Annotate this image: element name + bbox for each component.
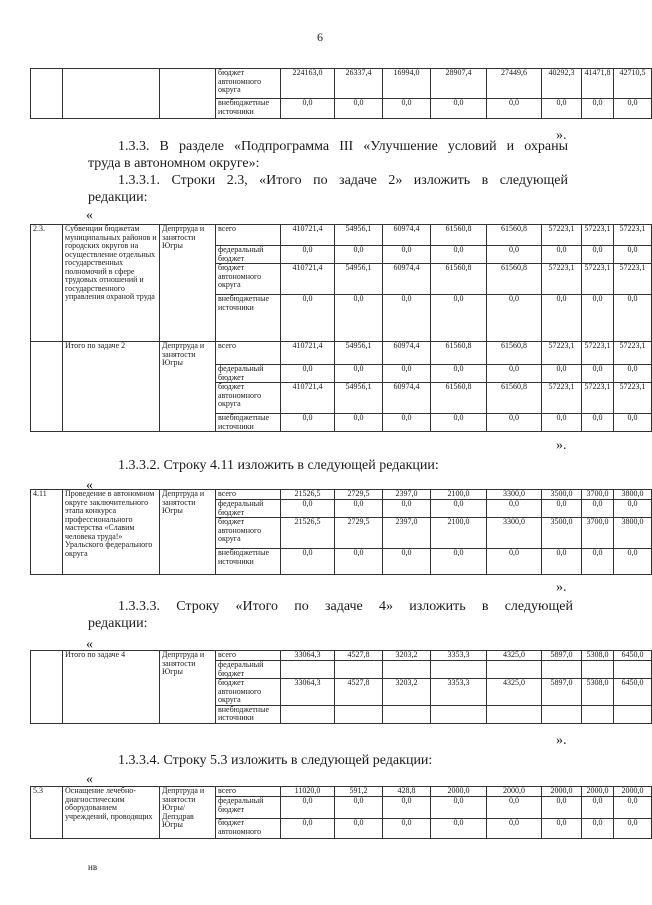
amount-cell: 5308,0 (582, 679, 614, 706)
amount-cell: 410721,4 (281, 342, 335, 365)
amount-cell: 0,0 (582, 797, 614, 819)
amount-cell: 0,0 (582, 365, 614, 383)
amount-cell: 54956,1 (335, 225, 383, 246)
amount-cell: 0,0 (335, 414, 383, 432)
amount-cell: 54956,1 (335, 342, 383, 365)
amount-cell: 0,0 (487, 549, 542, 575)
amount-cell: 0,0 (281, 797, 335, 819)
amount-cell: 60974,4 (383, 383, 431, 414)
amount-cell: 2000,0 (431, 787, 487, 797)
amount-cell: 0,0 (614, 819, 652, 839)
amount-cell: 0,0 (487, 500, 542, 518)
amount-cell: 3500,0 (542, 490, 582, 500)
amount-cell: 42710,5 (614, 69, 652, 99)
amount-cell: 2000,0 (487, 787, 542, 797)
activity-name-cell: Оснащение лечебно-диагностическим оборудованием учреждений, проводящих (63, 787, 160, 839)
amount-cell: 60974,4 (383, 264, 431, 295)
amount-cell: 0,0 (335, 819, 383, 839)
funding-table-t4 (30, 786, 652, 839)
amount-cell: 0,0 (614, 797, 652, 819)
amount-cell (582, 661, 614, 679)
amount-cell: 0,0 (383, 365, 431, 383)
amount-cell: 0,0 (582, 414, 614, 432)
paragraph-line: редакции: (88, 616, 148, 631)
funding-source-cell: внебюджетные источники (216, 414, 281, 432)
amount-cell (281, 661, 335, 679)
amount-cell: 0,0 (281, 414, 335, 432)
amount-cell: 61560,8 (431, 225, 487, 246)
amount-cell: 57223,1 (582, 225, 614, 246)
amount-cell: 3800,0 (614, 518, 652, 549)
amount-cell: 33064,3 (281, 679, 335, 706)
amount-cell: 591,2 (335, 787, 383, 797)
funding-source-cell: федеральный бюджет (216, 500, 281, 518)
funding-source-cell: бюджет автономного округа (216, 69, 281, 99)
table-row (31, 651, 652, 661)
amount-cell: 57223,1 (582, 383, 614, 414)
closing-quote: ». (556, 580, 567, 595)
amount-cell: 2100,0 (431, 518, 487, 549)
amount-cell: 0,0 (281, 365, 335, 383)
funding-source-cell: федеральный бюджет (216, 797, 281, 819)
row-number-cell (31, 651, 63, 724)
opening-quote: « (86, 478, 93, 493)
amount-cell: 0,0 (487, 99, 542, 119)
activity-name-cell: Итого по задаче 2 (63, 342, 160, 432)
amount-cell: 60974,4 (383, 225, 431, 246)
amount-cell: 0,0 (542, 246, 582, 264)
amount-cell (335, 661, 383, 679)
amount-cell: 410721,4 (281, 383, 335, 414)
amount-cell: 61560,8 (487, 225, 542, 246)
amount-cell: 0,0 (431, 246, 487, 264)
funding-table-t3 (30, 650, 652, 724)
amount-cell: 57223,1 (614, 383, 652, 414)
amount-cell: 33064,3 (281, 651, 335, 661)
amount-cell: 0,0 (383, 549, 431, 575)
amount-cell: 28907,4 (431, 69, 487, 99)
amount-cell: 57223,1 (582, 342, 614, 365)
funding-table-t2 (30, 489, 652, 575)
closing-quote: ». (556, 128, 567, 143)
amount-cell (614, 705, 652, 723)
amount-cell: 0,0 (335, 500, 383, 518)
amount-cell: 410721,4 (281, 225, 335, 246)
closing-quote: ». (556, 733, 567, 748)
amount-cell: 5308,0 (582, 651, 614, 661)
row-number-cell: 2.3. (31, 225, 63, 342)
amount-cell: 0,0 (542, 295, 582, 342)
footer-initials: нв (88, 862, 98, 872)
amount-cell (487, 661, 542, 679)
amount-cell: 0,0 (487, 797, 542, 819)
amount-cell: 2397,0 (383, 490, 431, 500)
table-row (31, 787, 652, 797)
amount-cell: 0,0 (281, 819, 335, 839)
amount-cell: 0,0 (281, 295, 335, 342)
opening-quote: « (86, 208, 93, 223)
amount-cell: 61560,8 (431, 264, 487, 295)
amount-cell: 0,0 (487, 414, 542, 432)
amount-cell: 2397,0 (383, 518, 431, 549)
amount-cell: 57223,1 (582, 264, 614, 295)
amount-cell: 0,0 (431, 414, 487, 432)
amount-cell: 5897,0 (542, 679, 582, 706)
amount-cell: 5897,0 (542, 651, 582, 661)
amount-cell: 54956,1 (335, 383, 383, 414)
funding-source-cell: бюджет автономного округа (216, 383, 281, 414)
table-row (31, 490, 652, 500)
closing-quote: ». (556, 438, 567, 453)
amount-cell: 61560,8 (487, 264, 542, 295)
amount-cell: 0,0 (431, 365, 487, 383)
amount-cell: 57223,1 (614, 225, 652, 246)
amount-cell: 0,0 (383, 99, 431, 119)
amount-cell: 0,0 (281, 500, 335, 518)
funding-source-cell: федеральный бюджет (216, 246, 281, 264)
amount-cell: 4325,0 (487, 651, 542, 661)
amount-cell: 0,0 (335, 99, 383, 119)
funding-source-cell: бюджет автономного округа (216, 264, 281, 295)
amount-cell (582, 705, 614, 723)
amount-cell: 0,0 (582, 99, 614, 119)
amount-cell: 4527,8 (335, 679, 383, 706)
amount-cell: 0,0 (335, 295, 383, 342)
amount-cell (281, 705, 335, 723)
activity-name-cell: Проведение в автономном округе заключительного этапа конкурса профессионального мастерства «Славим человека труда!» Уральского федерального округа (63, 490, 160, 575)
amount-cell: 0,0 (383, 246, 431, 264)
amount-cell: 60974,4 (383, 342, 431, 365)
amount-cell (335, 705, 383, 723)
amount-cell: 6450,0 (614, 651, 652, 661)
amount-cell: 0,0 (383, 295, 431, 342)
amount-cell: 0,0 (335, 246, 383, 264)
amount-cell: 3700,0 (582, 518, 614, 549)
responsible-cell: Депртруда и занятости Югры (160, 490, 216, 575)
row-number-cell (31, 342, 63, 432)
amount-cell: 0,0 (542, 819, 582, 839)
row-number-cell: 5.3 (31, 787, 63, 839)
amount-cell: 40292,3 (542, 69, 582, 99)
funding-source-cell: бюджет автономного округа (216, 518, 281, 549)
amount-cell: 0,0 (281, 246, 335, 264)
amount-cell: 0,0 (335, 797, 383, 819)
amount-cell: 0,0 (431, 819, 487, 839)
responsible-cell: Депртруда и занятости Югры (160, 651, 216, 724)
funding-source-cell: всего (216, 490, 281, 500)
amount-cell: 0,0 (542, 797, 582, 819)
amount-cell: 0,0 (614, 500, 652, 518)
amount-cell: 61560,8 (431, 342, 487, 365)
amount-cell: 2100,0 (431, 490, 487, 500)
amount-cell: 428,8 (383, 787, 431, 797)
amount-cell: 0,0 (383, 500, 431, 518)
paragraph-line: 1.3.3.3. Строку «Итого по задаче 4» изложить в следующей (118, 599, 573, 614)
amount-cell (542, 661, 582, 679)
amount-cell: 3300,0 (487, 518, 542, 549)
amount-cell: 0,0 (383, 414, 431, 432)
amount-cell: 0,0 (281, 549, 335, 575)
funding-source-cell: всего (216, 651, 281, 661)
amount-cell: 4527,8 (335, 651, 383, 661)
amount-cell: 0,0 (487, 365, 542, 383)
amount-cell: 0,0 (431, 295, 487, 342)
activity-name-cell (63, 69, 160, 119)
amount-cell: 26337,4 (335, 69, 383, 99)
funding-source-cell: внебюджетные источники (216, 549, 281, 575)
amount-cell: 57223,1 (614, 264, 652, 295)
amount-cell: 3300,0 (487, 490, 542, 500)
amount-cell: 0,0 (542, 365, 582, 383)
amount-cell: 3203,2 (383, 679, 431, 706)
amount-cell: 57223,1 (542, 225, 582, 246)
amount-cell (383, 705, 431, 723)
opening-quote: « (86, 637, 93, 652)
amount-cell: 2000,0 (582, 787, 614, 797)
amount-cell: 0,0 (582, 500, 614, 518)
amount-cell: 0,0 (614, 549, 652, 575)
amount-cell: 0,0 (281, 99, 335, 119)
amount-cell: 0,0 (431, 99, 487, 119)
amount-cell (383, 661, 431, 679)
amount-cell: 0,0 (383, 819, 431, 839)
amount-cell: 57223,1 (614, 342, 652, 365)
amount-cell: 0,0 (431, 500, 487, 518)
amount-cell (487, 705, 542, 723)
amount-cell: 3500,0 (542, 518, 582, 549)
amount-cell (614, 661, 652, 679)
funding-source-cell: внебюджетные источники (216, 295, 281, 342)
responsible-cell: Депртруда и занятости Югры/Депздрав Югры (160, 787, 216, 839)
funding-source-cell: бюджет автономного (216, 819, 281, 839)
funding-source-cell: всего (216, 342, 281, 365)
activity-name-cell: Итого по задаче 4 (63, 651, 160, 724)
amount-cell: 0,0 (542, 99, 582, 119)
funding-source-cell: федеральный бюджет (216, 365, 281, 383)
amount-cell: 0,0 (335, 549, 383, 575)
amount-cell: 3800,0 (614, 490, 652, 500)
funding-table-t0 (30, 68, 652, 119)
amount-cell: 3700,0 (582, 490, 614, 500)
amount-cell: 3203,2 (383, 651, 431, 661)
amount-cell: 16994,0 (383, 69, 431, 99)
amount-cell: 27449,6 (487, 69, 542, 99)
amount-cell: 0,0 (487, 819, 542, 839)
amount-cell: 57223,1 (542, 342, 582, 365)
amount-cell: 61560,8 (487, 383, 542, 414)
funding-source-cell: внебюджетные источники (216, 99, 281, 119)
responsible-cell: Депртруда и занятости Югры (160, 225, 216, 342)
amount-cell: 0,0 (614, 365, 652, 383)
amount-cell: 54956,1 (335, 264, 383, 295)
amount-cell: 0,0 (335, 365, 383, 383)
amount-cell (542, 705, 582, 723)
paragraph-line: 1.3.3. В разделе «Подпрограмма III «Улучшение условий и охраны (118, 139, 568, 154)
amount-cell: 0,0 (614, 99, 652, 119)
amount-cell: 6450,0 (614, 679, 652, 706)
amount-cell: 2000,0 (542, 787, 582, 797)
funding-source-cell: внебюджетные источники (216, 705, 281, 723)
amount-cell: 0,0 (542, 414, 582, 432)
amount-cell: 0,0 (582, 295, 614, 342)
row-number-cell (31, 69, 63, 119)
table-row (31, 69, 652, 99)
amount-cell: 61560,8 (487, 342, 542, 365)
funding-table-t1 (30, 224, 652, 432)
amount-cell: 0,0 (614, 414, 652, 432)
paragraph-line: редакции: (88, 190, 148, 205)
amount-cell: 61560,8 (431, 383, 487, 414)
table-row (31, 342, 652, 365)
amount-cell: 4325,0 (487, 679, 542, 706)
responsible-cell (160, 69, 216, 119)
paragraph-line: 1.3.3.1. Строки 2.3, «Итого по задаче 2» изложить в следующей (118, 173, 568, 188)
funding-source-cell: федеральный бюджет (216, 661, 281, 679)
amount-cell: 0,0 (383, 797, 431, 819)
amount-cell: 0,0 (542, 549, 582, 575)
responsible-cell: Депртруда и занятости Югры (160, 342, 216, 432)
amount-cell: 2000,0 (614, 787, 652, 797)
funding-source-cell: бюджет автономного округа (216, 679, 281, 706)
amount-cell: 0,0 (582, 549, 614, 575)
table-row (31, 225, 652, 246)
amount-cell: 21526,5 (281, 490, 335, 500)
amount-cell: 21526,5 (281, 518, 335, 549)
amount-cell: 0,0 (582, 819, 614, 839)
funding-source-cell: всего (216, 787, 281, 797)
amount-cell: 410721,4 (281, 264, 335, 295)
amount-cell: 0,0 (487, 246, 542, 264)
paragraph-line: труда в автономном округе»: (88, 156, 260, 171)
amount-cell: 2729,5 (335, 490, 383, 500)
amount-cell: 2729,5 (335, 518, 383, 549)
amount-cell: 224163,0 (281, 69, 335, 99)
amount-cell: 57223,1 (542, 264, 582, 295)
amount-cell: 0,0 (431, 549, 487, 575)
amount-cell: 3353,3 (431, 679, 487, 706)
activity-name-cell: Субвенции бюджетам муниципальных районов и городских округов на осуществление отдельных государственных полномочий в сфере трудовых отношений и государственного управления охраной труда (63, 225, 160, 342)
amount-cell: 0,0 (487, 295, 542, 342)
amount-cell: 41471,8 (582, 69, 614, 99)
amount-cell: 57223,1 (542, 383, 582, 414)
amount-cell: 0,0 (542, 500, 582, 518)
funding-source-cell: всего (216, 225, 281, 246)
amount-cell (431, 705, 487, 723)
amount-cell: 3353,3 (431, 651, 487, 661)
opening-quote: « (86, 772, 93, 787)
amount-cell: 0,0 (582, 246, 614, 264)
page-number: 6 (317, 30, 323, 44)
amount-cell: 0,0 (431, 797, 487, 819)
paragraph-line: 1.3.3.4. Строку 5.3 изложить в следующей редакции: (118, 753, 433, 768)
paragraph-line: 1.3.3.2. Строку 4.11 изложить в следующей редакции: (118, 458, 439, 473)
amount-cell: 0,0 (614, 295, 652, 342)
amount-cell (431, 661, 487, 679)
row-number-cell: 4.11 (31, 490, 63, 575)
amount-cell: 0,0 (614, 246, 652, 264)
amount-cell: 11020,0 (281, 787, 335, 797)
